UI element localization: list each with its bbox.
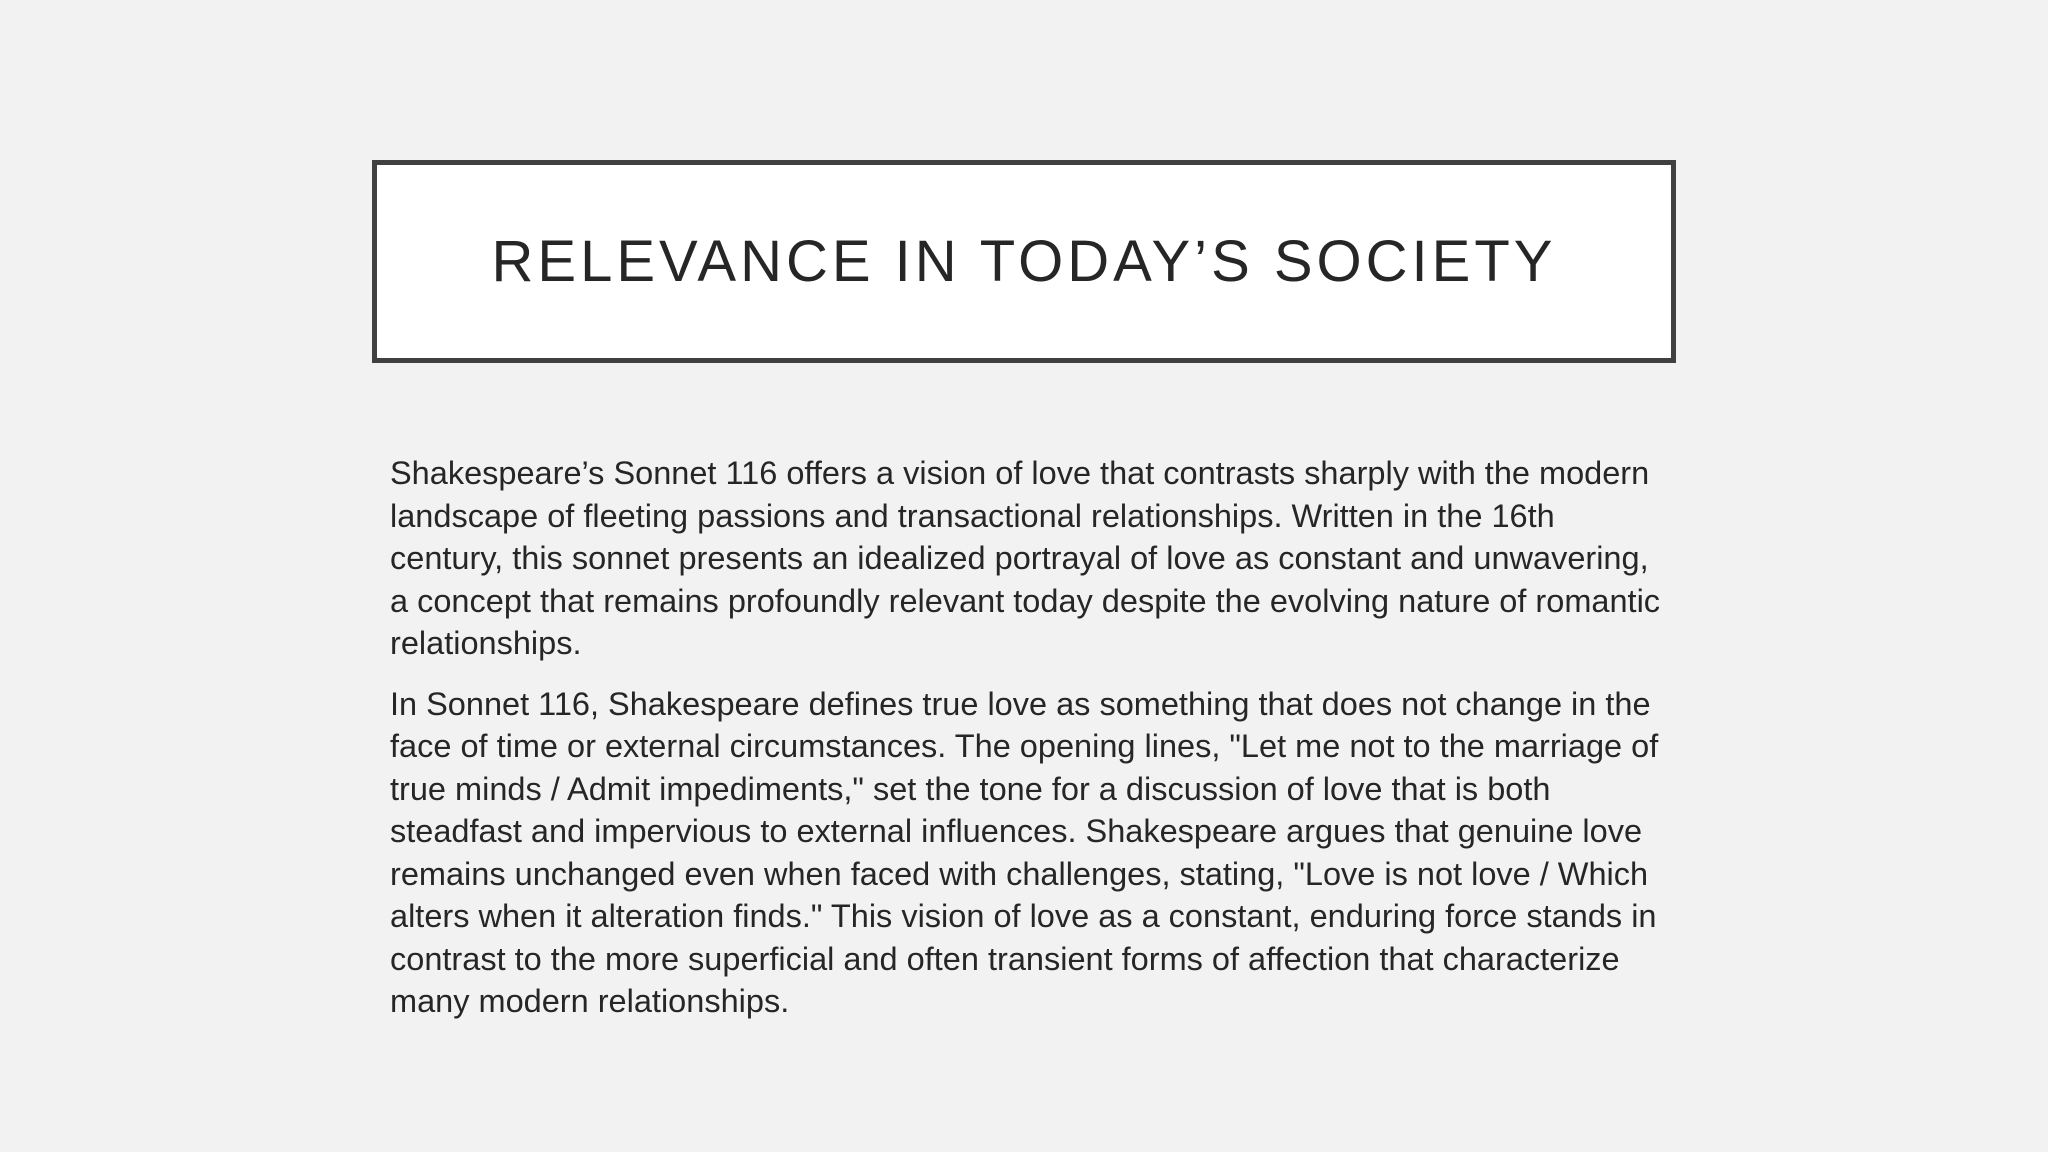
title-box: [372, 160, 1676, 363]
paragraph-1: Shakespeare’s Sonnet 116 offers a vision of love that contrasts sharply with the modern landscape of fleeting passions and transactional relationships. Written in the 16th century, this sonnet presents an idealized portrayal of love as constant and unwavering, a concept that remains profoundly relevant today despite the evolving nature of romantic relationships.: [390, 455, 1661, 661]
paragraph-2: In Sonnet 116, Shakespeare defines true love as something that does not change in the face of time or external circumstances. The opening lines, "Let me not to the marriage of true minds / Admit impediments," set the tone for a discussion of love that is both steadfast and impervious to external influences. Shakespeare argues that genuine love remains unchanged even when faced with challenges, stating, "Love is not love / Which alters when it alteration finds." This vision of love as a constant, enduring force stands in contrast to the more superficial and often transient forms of affection that characterize many modern relationships.: [390, 685, 1659, 1019]
slide-body: [390, 452, 1670, 1041]
slide-title: RELEVANCE IN TODAY’S SOCIETY: [491, 229, 1557, 294]
